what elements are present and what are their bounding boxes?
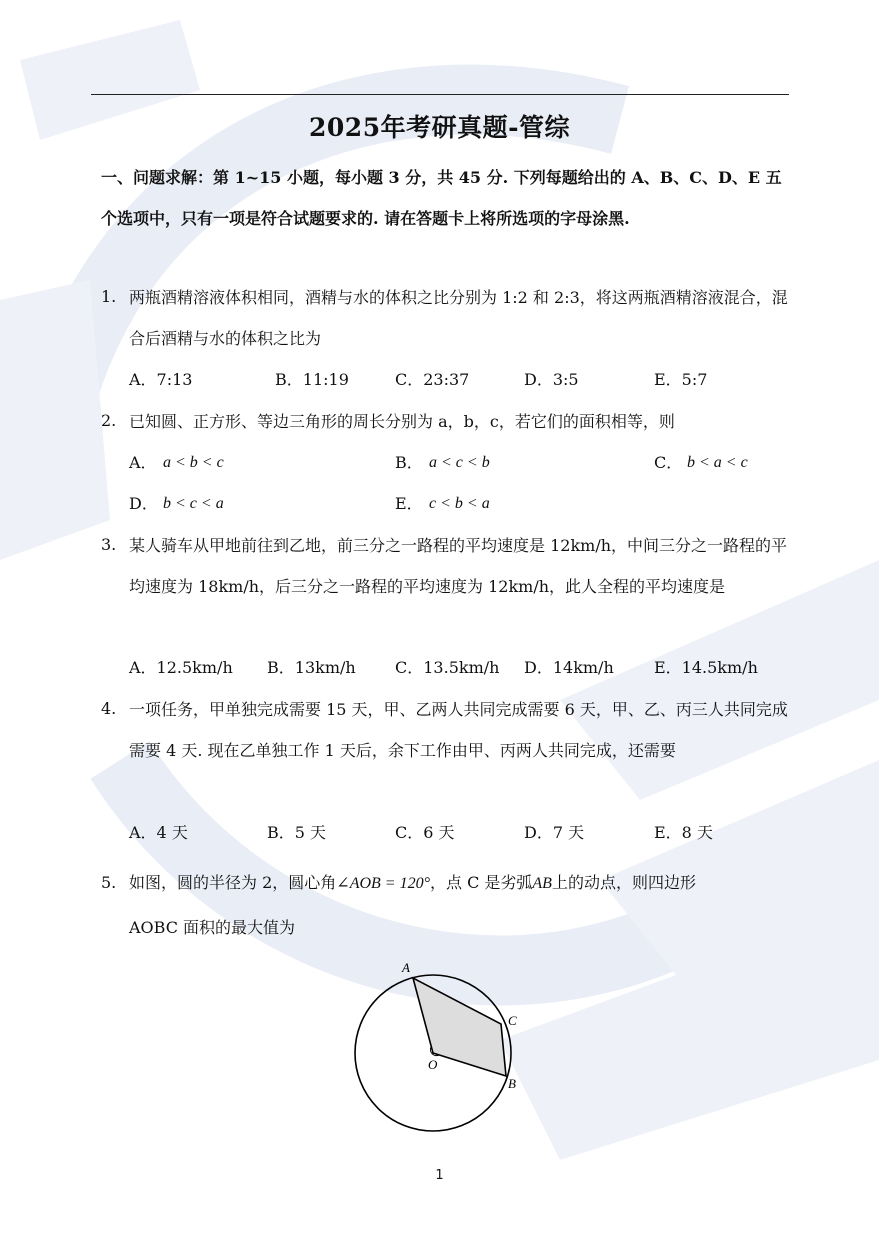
question-number: 1.	[101, 287, 117, 306]
question-text-part: 上的动点，则四边形	[551, 873, 696, 892]
question-number: 2.	[101, 411, 117, 430]
option-c: C．13.5km/h	[395, 658, 500, 677]
option-d: D．7 天	[524, 823, 585, 842]
option-b: B．13km/h	[267, 658, 356, 677]
option-d: D．3:5	[524, 370, 579, 389]
option-a-expression: a < b < c	[163, 454, 224, 471]
option-a: A．7:13	[129, 370, 193, 389]
option-c: C．6 天	[395, 823, 455, 842]
question-text-line2: AOBC 面积的最大值为	[129, 918, 296, 937]
option-a: A．12.5km/h	[129, 658, 233, 677]
point-label-c: C	[508, 1013, 517, 1028]
option-a: A．4 天	[129, 823, 188, 842]
option-a-label: A．	[129, 453, 157, 472]
point-label-a: A	[402, 960, 410, 975]
option-c-label: C．	[654, 453, 683, 472]
arc-expression: AB	[532, 875, 552, 892]
point-label-o: O	[428, 1057, 438, 1072]
option-e-label: E．	[395, 494, 423, 513]
option-b-label: B．	[395, 453, 423, 472]
option-e: E．5:7	[654, 370, 708, 389]
circle-diagram	[340, 955, 540, 1135]
section-heading: 一、问题求解：第 1~15 小题，每小题 3 分，共 45 分. 下列每题给出的 A、B、C、D、E 五个选项中，只有一项是符合试题要求的. 请在答题卡上将所选项的字母涂黑.	[101, 168, 782, 228]
option-d-expression: b < c < a	[163, 495, 224, 512]
question-number: 4.	[101, 699, 117, 718]
option-e: E．8 天	[654, 823, 713, 842]
question-text: 某人骑车从甲地前往到乙地，前三分之一路程的平均速度是 12km/h，中间三分之一路程的平均速度为 18km/h，后三分之一路程的平均速度为 12km/h，此人全程的平均速度是	[129, 536, 788, 596]
angle-expression: ∠AOB = 120°	[336, 875, 430, 892]
option-b: B．5 天	[267, 823, 327, 842]
option-e-expression: c < b < a	[429, 495, 490, 512]
header-rule	[91, 94, 789, 95]
option-e: E．14.5km/h	[654, 658, 758, 677]
option-b: B．11:19	[275, 370, 349, 389]
question-text-part: 如图，圆的半径为 2，圆心角	[129, 873, 337, 892]
option-d-label: D．	[129, 494, 158, 513]
question-number: 5.	[101, 873, 117, 892]
question-text: 两瓶酒精溶液体积相同，酒精与水的体积之比分别为 1:2 和 2:3，将这两瓶酒精溶液混合，混合后酒精与水的体积之比为	[129, 288, 788, 348]
question-text-part: ，点 C 是劣弧	[429, 873, 533, 892]
quadrilateral-aobc	[413, 978, 506, 1076]
question-number: 3.	[101, 535, 117, 554]
option-c-expression: b < a < c	[687, 454, 748, 471]
question-text	[129, 873, 789, 894]
option-b-expression: a < c < b	[429, 454, 490, 471]
page-title: 2025年考研真题-管综	[309, 113, 570, 142]
option-c: C．23:37	[395, 370, 470, 389]
question-text: 已知圆、正方形、等边三角形的周长分别为 a，b，c，若它们的面积相等，则	[129, 412, 675, 431]
page-number: 1	[435, 1168, 444, 1183]
point-label-b: B	[508, 1076, 516, 1091]
option-d: D．14km/h	[524, 658, 614, 677]
question-text: 一项任务，甲单独完成需要 15 天，甲、乙两人共同完成需要 6 天，甲、乙、丙三人共同完成需要 4 天. 现在乙单独工作 1 天后，余下工作由甲、丙两人共同完成，还需要	[129, 700, 788, 760]
